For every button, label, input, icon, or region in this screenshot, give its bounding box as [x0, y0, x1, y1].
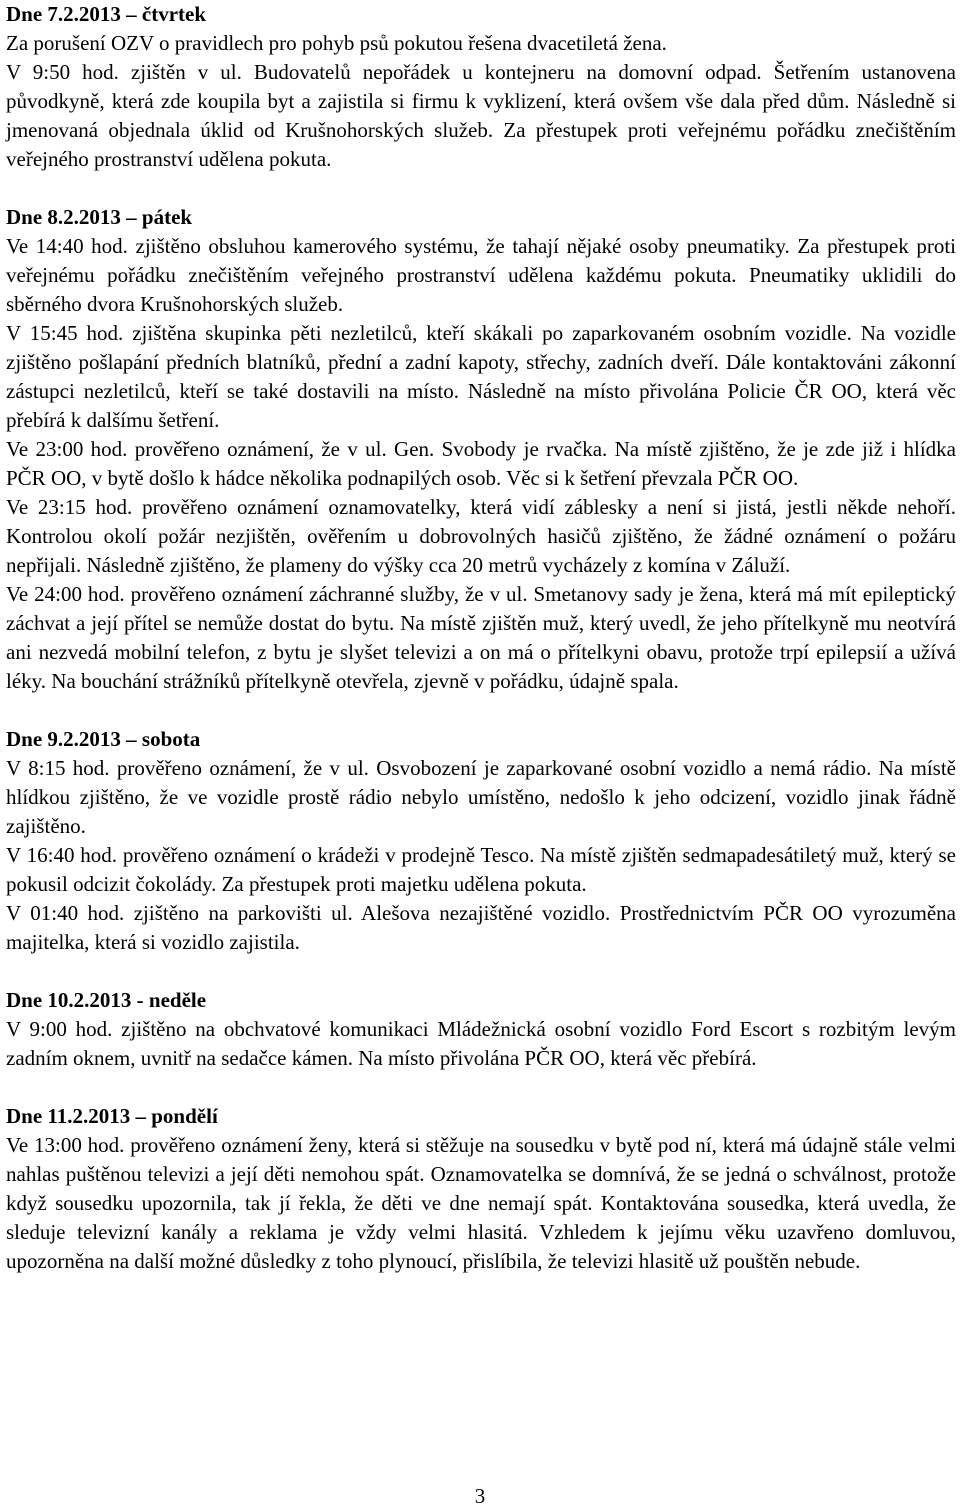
page-number: 3 [474, 1484, 486, 1508]
day-heading: Dne 7.2.2013 – čtvrtek [6, 2, 207, 26]
report-paragraph: V 01:40 hod. zjištěno na parkovišti ul. Alešova nezajištěné vozidlo. Prostřednictvím PČR OO vyrozuměna majitelka, která si vozidlo zajistila. [6, 901, 956, 954]
report-paragraph: Za porušení OZV o pravidlech pro pohyb psů pokutou řešena dvacetiletá žena. [6, 31, 667, 55]
day-section-8-2 [6, 203, 956, 696]
report-paragraph: V 15:45 hod. zjištěna skupinka pěti nezletilců, kteří skákali po zaparkovaném osobním vozidle. Na vozidle zjištěno pošlapání předních blatníků, přední a zadní kapoty, střechy, zadních dveří. Dále kontaktováni zákonní zástupci nezletilců, kteří se také dostavili na místo. Následně na místo přivolána Policie ČR OO, která věc přebírá k dalšímu šetření. [6, 321, 956, 432]
report-paragraph: Ve 14:40 hod. zjištěno obsluhou kamerového systému, že tahají nějaké osoby pneumatiky. Za přestupek proti veřejnému pořádku znečištěním veřejného prostranství udělena každému pokuta. Pneumatiky uklidili do sběrného dvora Krušnohorských služeb. [6, 234, 956, 316]
day-heading: Dne 10.2.2013 - neděle [6, 988, 207, 1012]
report-paragraph: Ve 24:00 hod. prověřeno oznámení záchranné služby, že v ul. Smetanovy sady je žena, která má mít epileptický záchvat a její přítel se nemůže dostat do bytu. Na místě zjištěn muž, který uvedl, že jeho přítelkyně mu neotvírá ani nezvedá mobilní telefon, z bytu je slyšet televizi a on má o přítelkyni obavu, protože trpí epilepsií a užívá léky. Na bouchání strážníků přítelkyně otevřela, zjevně v pořádku, údajně spala. [6, 582, 956, 693]
day-section-9-2 [6, 725, 956, 957]
report-paragraph: V 8:15 hod. prověřeno oznámení, že v ul. Osvobození je zaparkované osobní vozidlo a nemá rádio. Na místě hlídkou zjištěno, že ve vozidle prostě rádio nebylo umístěno, nedošlo k jeho odcizení, vozidlo jinak řádně zajištěno. [6, 756, 956, 838]
day-heading: Dne 11.2.2013 – pondělí [6, 1104, 218, 1128]
report-paragraph: Ve 13:00 hod. prověřeno oznámení ženy, která si stěžuje na sousedku v bytě pod ní, která má údajně stále velmi nahlas puštěnou televizi a její děti nemohou spát. Oznamovatelka se domnívá, že se jedná o schválnost, protože když sousedku upozornila, tak jí řekla, že děti ve dne nemají spát. Kontaktována sousedka, která uvedla, že sleduje televizní kanály a reklama je vždy velmi hlasitá. Vzhledem k jejímu věku uzavřeno domluvou, upozorněna na další možné důsledky z toho plynoucí, přislíbila, že televizi hlasitě už pouštěn nebude. [6, 1133, 956, 1273]
day-section-10-2 [6, 986, 956, 1073]
day-heading: Dne 9.2.2013 – sobota [6, 727, 201, 751]
report-paragraph: Ve 23:15 hod. prověřeno oznámení oznamovatelky, která vidí záblesky a není si jistá, jestli někde nehoří. Kontrolou okolí požár nezjištěn, ověřením u dobrovolných hasičů zjištěno, že žádné oznámení o požáru nepřijali. Následně zjištěno, že plameny do výšky cca 20 metrů vycházely z komína v Záluží. [6, 495, 956, 577]
report-paragraph: Ve 23:00 hod. prověřeno oznámení, že v ul. Gen. Svobody je rvačka. Na místě zjištěno, že je zde již i hlídka PČR OO, v bytě došlo k hádce několika podnapilých osob. Věc si k šetření převzala PČR OO. [6, 437, 956, 490]
report-paragraph: V 16:40 hod. prověřeno oznámení o krádeži v prodejně Tesco. Na místě zjištěn sedmapadesátiletý muž, který se pokusil odcizit čokolády. Za přestupek proti majetku udělena pokuta. [6, 843, 956, 896]
report-paragraph: V 9:50 hod. zjištěn v ul. Budovatelů nepořádek u kontejneru na domovní odpad. Šetřením ustanovena původkyně, která zde koupila byt a zajistila si firmu k vyklizení, která ovšem vše dala před dům. Následně si jmenovaná objednala úklid od Krušnohorských služeb. Za přestupek proti veřejnému pořádku znečištěním veřejného prostranství udělena pokuta. [6, 60, 956, 171]
day-heading: Dne 8.2.2013 – pátek [6, 205, 193, 229]
day-section-7-2 [6, 0, 956, 174]
report-paragraph: V 9:00 hod. zjištěno na obchvatové komunikaci Mládežnická osobní vozidlo Ford Escort s rozbitým levým zadním oknem, uvnitř na sedačce kámen. Na místo přivolána PČR OO, která věc přebírá. [6, 1017, 956, 1070]
day-section-11-2 [6, 1102, 956, 1276]
